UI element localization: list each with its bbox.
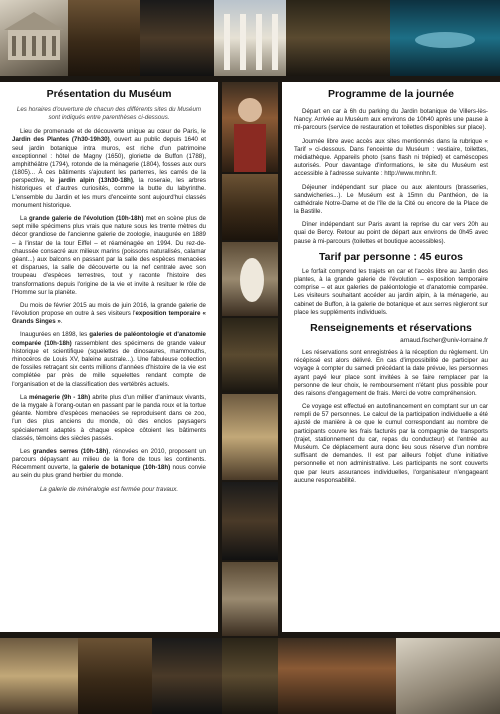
photo-insects	[222, 482, 278, 560]
programme-depart: Départ en car à 6h du parking du Jardin botanique de Villers-lès-Nancy. Arrivée au Muséum aux environs de 10h40 après une pause à mi-parcours (service de restauration et toilettes disponibles sur place).	[294, 108, 488, 132]
paragraph-menagerie: La ménagerie (9h - 18h) abrite plus d'un millier d'animaux vivants, de la mygale à l'orang-outan en passant par le panda roux et la tortue géante. Nombre d'espèces menacées se reproduisent dans ce zoo, l'un des plus anciens du monde, où des enclos paysagers spécialement adaptés à chaque espèce côtoient les bâtiments classés, témoins des siècles passés.	[12, 393, 206, 442]
paragraph-exposition: Du mois de février 2015 au mois de juin 2016, la grande galerie de l'évolution propose en outre à ses visiteurs l'exposition temporaire « Grands Singes ».	[12, 301, 206, 326]
reservations-conditions: Les réservations sont enregistrées à la réception du règlement. Un récépissé est alors délivré. En cas d'impossibilité de participer au voyage à compter du samedi précédant la date prévue, les personnes ayant payé leur place sont invitées à se faire remplacer par la personne de leur choix, le remboursement n'étant plus possible pour des raisons d'engagement de frais. Merci de votre compréhension.	[294, 348, 488, 397]
paragraph-jardin: Lieu de promenade et de découverte unique au cœur de Paris, le Jardin des Plantes (7h30-19h30), ouvert au public depuis 1640 et seul jardin botanique intra muros, est riche d'un patrimoine exceptionnel : hôtel de Magny (1650), gloriette de Buffon (1788), amphithéâtre (1794), rotonde de la ménagerie (1804), fosses aux ours (1805)... À ces bâtiments s'ajoutent les parterres, les carrés de la perspective, le jardin alpin (13h30-18h), la roseraie, les arbres historiques et d'autres curiosités, comme la butte du labyrinthe. L'ensemble du Jardin et les murs d'enceinte sont aujourd'hui classés monument historique.	[12, 128, 206, 209]
photo-shells	[222, 394, 278, 480]
left-title: Présentation du Muséum	[46, 88, 172, 100]
right-panel	[282, 82, 500, 632]
right-title: Programme de la journée	[327, 88, 455, 100]
paragraph-paleontologie: Inaugurées en 1898, les galeries de paléontologie et d'anatomie comparée (10h-18h) rassemblent des spécimens de grande valeur historique et scientifique (squelettes de dinosaures, mammouths, rhinocéros de Louis XV, baleine australe...). Une fabuleuse collection de fossiles retraçant six cents millions d'années d'histoire de la vie est complétée par près de mille squelettes rendant compte de l'organisation et de la classification des vertébrés actuels.	[12, 331, 206, 388]
photo-giraffe-parade	[0, 638, 78, 714]
programme-journee: Journée libre avec accès aux sites mentionnés dans la rubrique « Tarif » ci-dessous. Dans l'enceinte du Muséum : vestiaire, toilettes, médiathèque. Appareils photo (sans flash ni trépied) et caméscopes autorisés. Pour davantage d'informations, le site du Muséum est accessible à l'adresse suivante : http://www.mnhn.fr.	[294, 137, 488, 178]
reservations-title: Renseignements et réservations	[310, 321, 472, 334]
photo-rhinoceros	[140, 0, 214, 76]
left-intro: Les horaires d'ouverture de chacun des différents sites du Muséum sont indiqués entre parenthèses ci-dessous.	[16, 106, 202, 122]
photo-museum-building	[0, 0, 68, 76]
photo-skeletons	[68, 0, 140, 76]
photo-gallery-hall	[286, 0, 390, 76]
tarif-details: Le forfait comprend les trajets en car et l'accès libre au Jardin des plantes, à la grande galerie de l'évolution – exposition temporaire comprise – et aux galeries de paléontologie et d'anatomie comparée. Les visiteurs souhaitant accéder au jardin alpin, à la ménagerie, au cabinet de Buffon, à la galerie de botanique et aux serres règleront sur place les suppléments individuels.	[294, 267, 488, 316]
photo-portrait-buffon	[222, 82, 278, 172]
photo-fossils	[78, 638, 152, 714]
paragraph-serres: Les grandes serres (10h-18h), rénovées en 2010, proposent un parcours dépaysant au milieu de la flore de tous les continents. Récemment ouverte, la galerie de botanique (10h-18h) nous convie au sein du plus grand herbier du monde.	[12, 447, 206, 480]
paragraph-grande-galerie: La grande galerie de l'évolution (10h-18h) met en scène plus de sept mille spécimens plus vrais que nature sous les trente mètres du décor grandiose de l'ancienne galerie de zoologie, inaugurée en 1889 – à l'instar de la tour Eiffel – et réaménagée en 1994. Du rez-de-chaussée consacré aux milieux marins (poissons naturalisés, calamar géant...) aux balcons en passant par la salle des espèces menacées et disparues, la salle de découverte ou la nef centrale avec son troupeau d'espèces terrestres, tout y raconte l'histoire des transformations depuis l'origine de la vie et invite à resituer le rôle de l'Homme sur la planète.	[12, 215, 206, 296]
mineralogie-note: La galerie de minéralogie est fermée pour travaux.	[39, 485, 179, 493]
photo-bird-white	[222, 242, 278, 316]
left-panel	[0, 82, 218, 632]
photo-skeleton-hall	[396, 638, 500, 714]
autofinancement-note: Ce voyage est effectué en autofinancement en comptant sur un car rempli de 57 personnes. Le calcul de la participation individuelle a été ajusté de manière à ce que le cumul correspondant au nombre de participants couvre les frais facturés par la compagnie de transports (trajet, stationnement du car, repas du conducteur) et l'entrée au Muséum. Ce déplacement aura donc lieu sous réserve d'un nombre suffisant de demandes. Il est par ailleurs l'objet d'une initiative personnelle et non administrative. Les participants ne sont couverts que par leurs assurances individuelles, l'organisateur n'engageant aucune responsabilité.	[294, 403, 488, 484]
photo-collection-1	[222, 174, 278, 240]
contact-email[interactable]: arnaud.fischer@univ-lorraine.fr	[400, 336, 488, 344]
photo-cabinet-1	[222, 318, 278, 392]
photo-rhino-skull	[152, 638, 222, 714]
tarif-title: Tarif par personne : 45 euros	[319, 250, 463, 263]
programme-dejeuner: Déjeuner indépendant sur place ou aux alentours (brasseries, sandwicheries...). Le Muséum est à 15mn du Panthéon, de la cathédrale Notre-Dame et de l'île de la Cité ou encore de la Place de la Bastille.	[294, 183, 488, 216]
programme-diner: Dîner indépendant sur Paris avant la reprise du car vers 20h au quai de Bercy. Retour au point de départ aux environs de 0h45 avec pause à mi-parcours (toilettes et boutique accessibles).	[294, 221, 488, 245]
photo-herbarium	[222, 562, 278, 636]
photo-cabinet-2	[222, 638, 278, 714]
photo-colonnade	[214, 0, 286, 76]
photo-marine-gallery	[390, 0, 500, 76]
photo-antelopes	[278, 638, 396, 714]
